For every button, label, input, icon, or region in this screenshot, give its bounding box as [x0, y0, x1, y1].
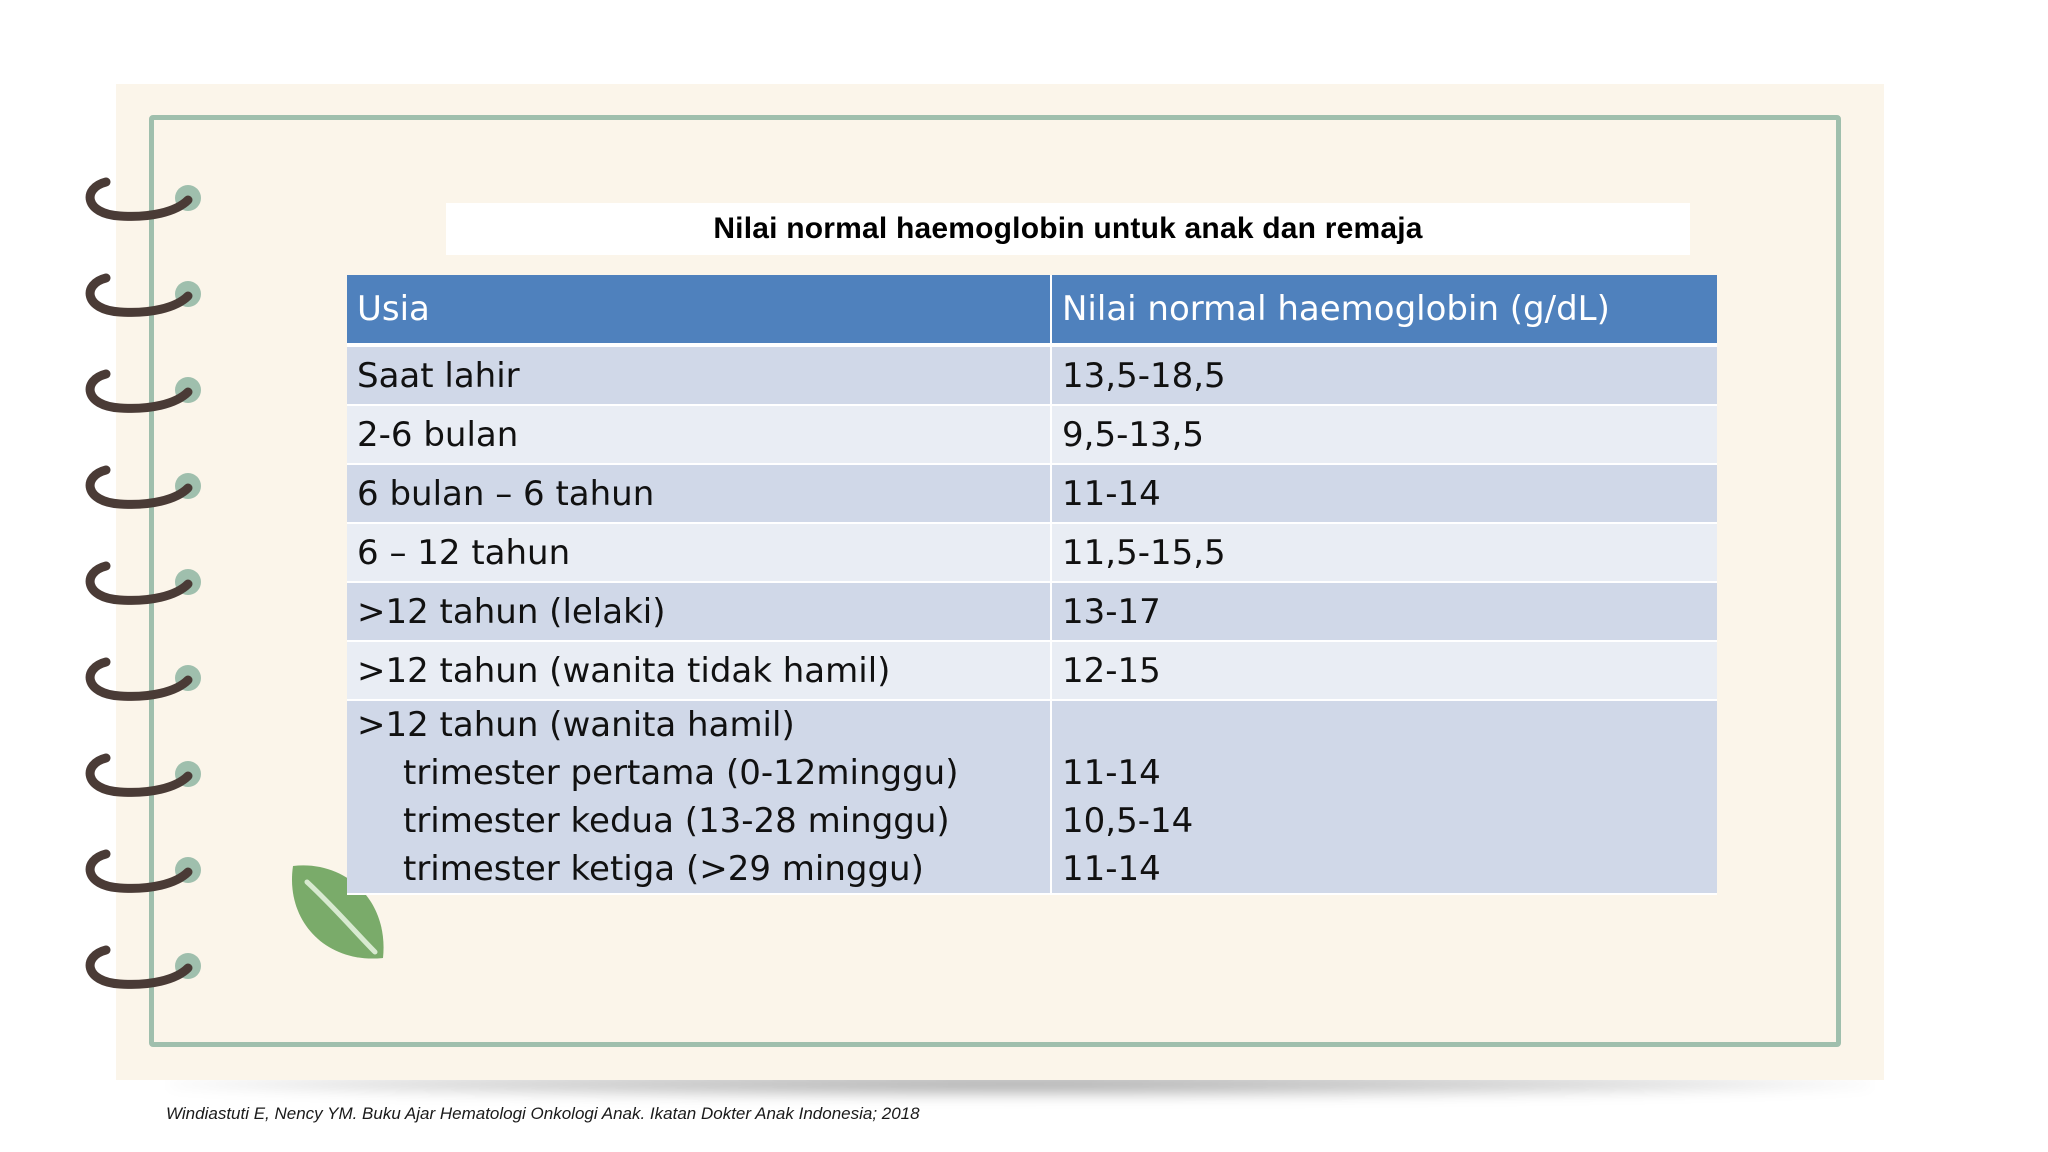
spiral-binding-ring-icon: [80, 938, 210, 998]
spiral-binding-ring-icon: [80, 170, 210, 230]
trimester-2-value: 10,5-14: [1062, 801, 1194, 841]
age-cell: Saat lahir: [347, 345, 1051, 405]
table-title-box: [446, 203, 1690, 255]
ring-wire: [90, 374, 188, 408]
column-header-age: Usia: [347, 275, 1051, 345]
ring-wire: [90, 950, 188, 984]
ring-wire: [90, 278, 188, 312]
age-cell: 2-6 bulan: [347, 405, 1051, 464]
trimester-3-label: trimester ketiga (>29 minggu): [403, 849, 924, 889]
spiral-binding-ring-icon: [80, 266, 210, 326]
column-header-value: Nilai normal haemoglobin (g/dL): [1051, 275, 1717, 345]
spiral-binding-ring-icon: [80, 362, 210, 422]
value-cell: 13-17: [1051, 582, 1717, 641]
value-cell: 12-15: [1051, 641, 1717, 700]
trimester-1-label: trimester pertama (0-12minggu): [403, 753, 959, 793]
age-cell-pregnant: [347, 700, 1051, 894]
ring-wire: [90, 758, 188, 792]
haemoglobin-table: [347, 275, 1717, 895]
ring-wire: [90, 182, 188, 216]
pregnant-label: >12 tahun (wanita hamil): [357, 705, 795, 745]
table-title: Nilai normal haemoglobin untuk anak dan remaja: [713, 212, 1423, 245]
value-cell: 13,5-18,5: [1051, 345, 1717, 405]
age-cell: 6 bulan – 6 tahun: [347, 464, 1051, 523]
table-row: [347, 641, 1717, 700]
age-cell: >12 tahun (lelaki): [347, 582, 1051, 641]
value-cell-pregnant: [1051, 700, 1717, 894]
spiral-binding-ring-icon: [80, 650, 210, 710]
table-row: [347, 523, 1717, 582]
spiral-binding-ring-icon: [80, 746, 210, 806]
table-row: [347, 582, 1717, 641]
trimester-2-label: trimester kedua (13-28 minggu): [403, 801, 950, 841]
ring-wire: [90, 662, 188, 696]
ring-wire: [90, 566, 188, 600]
value-cell: 11,5-15,5: [1051, 523, 1717, 582]
table-row: [347, 345, 1717, 405]
spiral-binding-ring-icon: [80, 458, 210, 518]
table-row-pregnant: [347, 700, 1717, 894]
table-row: [347, 464, 1717, 523]
spiral-binding-ring-icon: [80, 842, 210, 902]
value-cell: 9,5-13,5: [1051, 405, 1717, 464]
value-cell: 11-14: [1051, 464, 1717, 523]
citation-text: Windiastuti E, Nency YM. Buku Ajar Hematologi Onkologi Anak. Ikatan Dokter Anak Indonesia; 2018: [166, 1104, 920, 1123]
age-cell: >12 tahun (wanita tidak hamil): [347, 641, 1051, 700]
trimester-3-value: 11-14: [1062, 849, 1161, 889]
ring-wire: [90, 854, 188, 888]
age-cell: 6 – 12 tahun: [347, 523, 1051, 582]
table-row: [347, 405, 1717, 464]
table-header-row: [347, 275, 1717, 345]
ring-wire: [90, 470, 188, 504]
trimester-1-value: 11-14: [1062, 753, 1161, 793]
spiral-binding-ring-icon: [80, 554, 210, 614]
